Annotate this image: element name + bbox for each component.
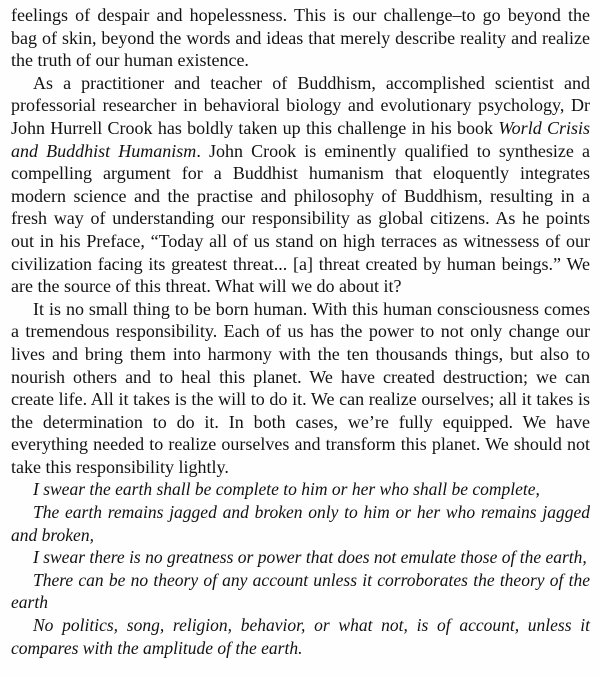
verse-quotation — [11, 478, 590, 659]
paragraph-crook-intro — [11, 72, 590, 298]
paragraph-text: . John Crook is eminently qualified to synthesize a compelling argument for a Buddhist humanism that eloquently integrates modern science and the practise and philosophy of Buddhism, resulting in a fresh way of understanding our responsibility as global citizens. As he points out in his Preface, “Today all of us stand on high terraces as witnessess of our civilization facing its greatest threat... [a] threat created by human beings.” We are the source of this threat. What will we do about it? — [11, 140, 590, 297]
verse-line-3: I swear there is no greatness or power that does not emulate those of the earth, — [33, 547, 587, 568]
verse-line-1: I swear the earth shall be complete to him or her who shall be complete, — [33, 479, 540, 500]
verse-line-2: The earth remains jagged and broken only to him or her who remains jagged and broken, — [11, 502, 590, 545]
verse-line-4: There can be no theory of any account unless it corroborates the theory of the earth — [11, 569, 590, 613]
paragraph-text: It is no small thing to be born human. With this human consciousness comes a tremendous responsibility. Each of us has the power to not only change our lives and bring them into harmony with the ten thousands things, but also to nourish others and to heal this planet. We have created destruction; we can create life. All it takes is the will to do it. We can realize ourselves; all it takes is the determination to do it. In both cases, we’re fully equipped. We have everything needed to realize ourselves and transform this planet. We should not take this responsibility lightly. — [11, 298, 590, 477]
paragraph-text: feelings of despair and hopelessness. This is our challenge–to go beyond the bag of skin, beyond the words and ideas that merely describe reality and realize the truth of our human existence. — [11, 5, 590, 71]
paragraph-text: As a practitioner and teacher of Buddhism, accomplished scientist and professorial researcher in behavioral biology and evolutionary psychology, Dr John Hurrell Crook has boldly taken up this challenge in his book — [11, 72, 590, 138]
paragraph-born-human — [11, 298, 590, 479]
book-title: World Crisis and Buddhist Humanism — [11, 117, 590, 161]
verse-line-5: No politics, song, religion, behavior, or what not, is of account, unless it compares with the amplitude of the earth. — [11, 615, 590, 658]
paragraph-continuation — [11, 4, 590, 72]
